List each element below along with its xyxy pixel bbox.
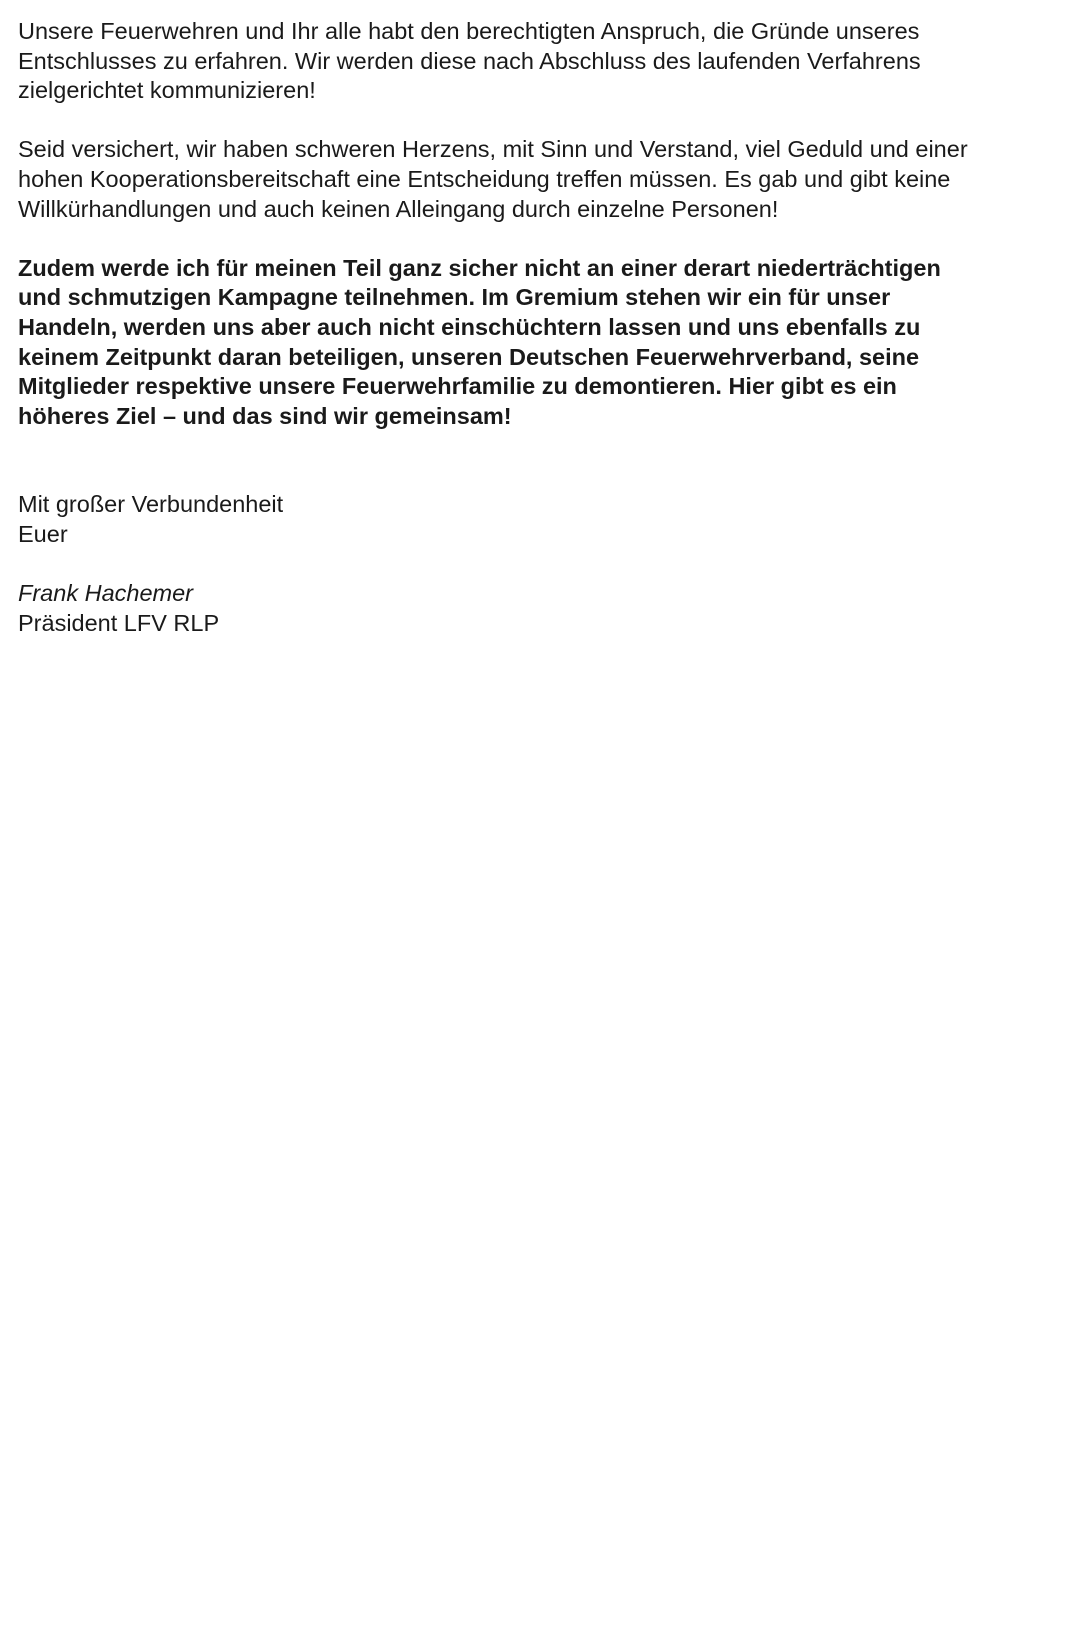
- text-line: Entschlusses zu erfahren. Wir werden diese nach Abschluss des laufenden Verfahrens: [18, 47, 921, 74]
- paragraph-spacer: [18, 106, 1068, 136]
- closing-spacer: [18, 431, 1068, 490]
- signer-name: Frank Hachemer: [18, 580, 193, 607]
- text-line: Seid versichert, wir haben schweren Herzens, mit Sinn und Verstand, viel Geduld und einer: [18, 136, 968, 163]
- text-line: Mitglieder respektive unsere Feuerwehrfamilie zu demontieren. Hier gibt es ein: [18, 373, 897, 400]
- text-line: Zudem werde ich für meinen Teil ganz sicher nicht an einer derart niederträchtigen: [18, 254, 941, 281]
- text-line: Handeln, werden uns aber auch nicht einschüchtern lassen und uns ebenfalls zu: [18, 313, 921, 340]
- paragraph-statement-bold: [18, 254, 1068, 432]
- text-line: höheres Ziel – und das sind wir gemeinsam!: [18, 402, 512, 429]
- closing-block: [18, 490, 1068, 638]
- paragraph-assurance: [18, 135, 1068, 224]
- text-line: zielgerichtet kommunizieren!: [18, 77, 316, 104]
- signer-title: Präsident LFV RLP: [18, 609, 220, 636]
- text-line: und schmutzigen Kampagne teilnehmen. Im Gremium stehen wir ein für unser: [18, 284, 891, 311]
- text-line: Willkürhandlungen und auch keinen Alleingang durch einzelne Personen!: [18, 195, 779, 222]
- paragraph-spacer: [18, 224, 1068, 254]
- text-line: Unsere Feuerwehren und Ihr alle habt den berechtigten Anspruch, die Gründe unseres: [18, 18, 920, 44]
- paragraph-reasons: [18, 17, 1068, 106]
- letter-page: [18, 17, 1068, 638]
- text-line: keinem Zeitpunkt daran beteiligen, unseren Deutschen Feuerwehrverband, seine: [18, 343, 920, 370]
- closing-greeting: Mit großer Verbundenheit: [18, 491, 284, 518]
- closing-sign-off: Euer: [18, 520, 68, 547]
- text-line: hohen Kooperationsbereitschaft eine Entscheidung treffen müssen. Es gab und gibt keine: [18, 165, 951, 192]
- signature-spacer: [18, 550, 1068, 580]
